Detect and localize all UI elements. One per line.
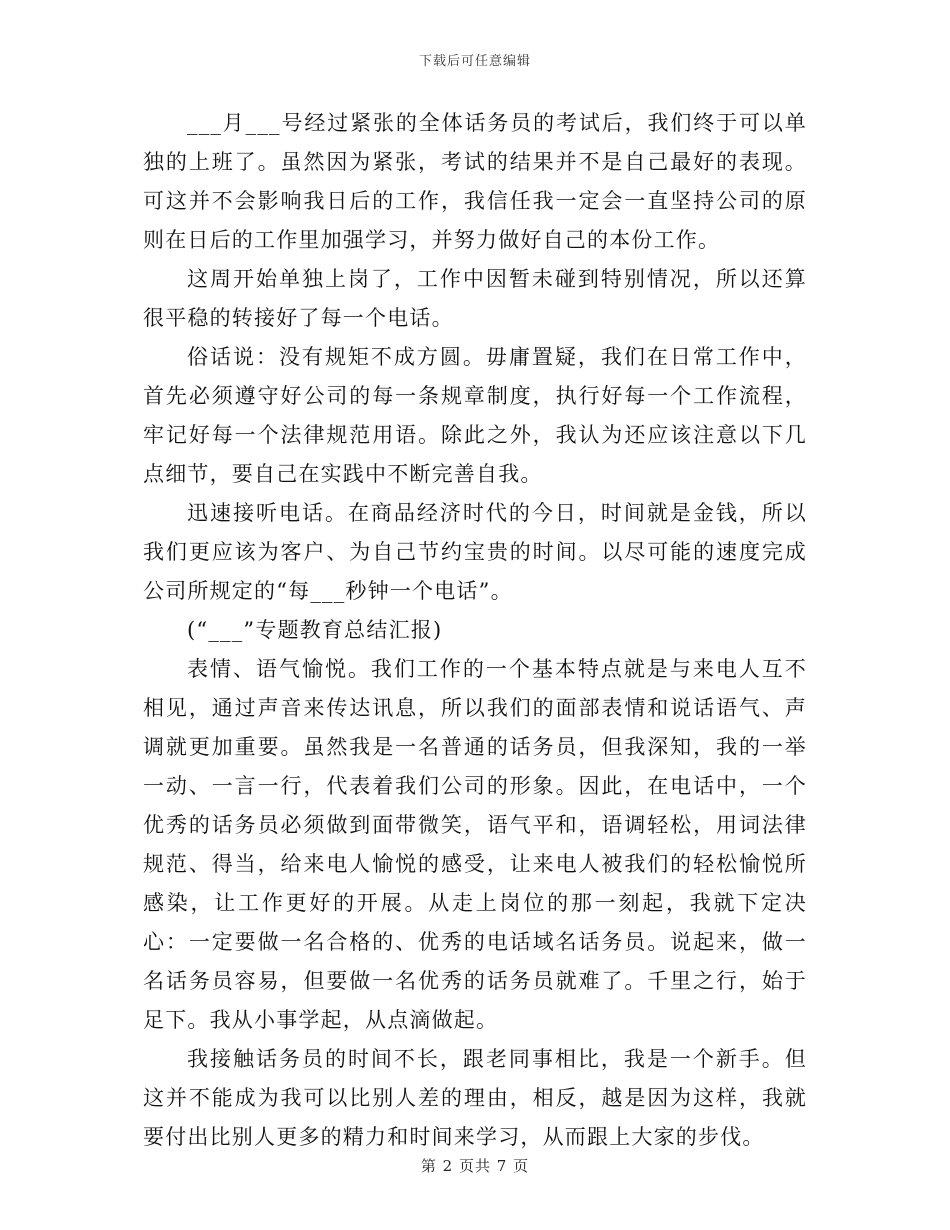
document-body [143,104,807,1157]
paragraph-answer-quickly: 迅速接听电话。在商品经济时代的今日，时间就是金钱，所以我们更应该为客户、为自己节约宝贵的时间。以尽可能的速度完成公司所规定的“每___秒钟一个电话”。 [143,501,807,603]
paragraph-newcomer: 我接触话务员的时间不长，跟老同事相比，我是一个新手。但这并不能成为我可以比别人差的理由，相反，越是因为这样，我就要付出比别人更多的精力和时间来学习，从而跟上大家的步伐。 [143,1047,807,1149]
paragraph-first-week: 这周开始单独上岗了，工作中因暂未碰到特别情况，所以还算很平稳的转接好了每一个电话。 [143,267,807,330]
paragraph-source-note: (“___”专题教育总结汇报) [187,618,443,642]
paragraph-rules: 俗话说：没有规矩不成方圆。毋庸置疑，我们在日常工作中，首先必须遵守好公司的每一条规章制度，执行好每一个工作流程，牢记好每一个法律规范用语。除此之外，我认为还应该注意以下几点细节，要自己在实践中不断完善自我。 [143,345,807,486]
page-header: 下载后可任意编辑 [418,54,531,69]
paragraph-exam-start: ___月___号经过紧张的全体话务员的考试后，我们终于可以单独的上班了。虽然因为紧张，考试的结果并不是自己最好的表现。可这并不会影响我日后的工作，我信任我一定会一直坚持公司的原则在日后的工作里加强学习，并努力做好自己的本份工作。 [143,111,807,252]
page-number-footer: 第 2 页共 7 页 [420,1157,530,1175]
paragraph-tone-pleasant: 表情、语气愉悦。我们工作的一个基本特点就是与来电人互不相见，通过声音来传达讯息，所以我们的面部表情和说话语气、声调就更加重要。虽然我是一名普通的话务员，但我深知，我的一举一动、一言一行，代表着我们公司的形象。因此，在电话中，一个优秀的话务员必须做到面带微笑，语气平和，语调轻松，用词法律规范、得当，给来电人愉悦的感受，让来电人被我们的轻松愉悦所感染，让工作更好的开展。从走上岗位的那一刻起，我就下定决心：一定要做一名合格的、优秀的电话域名话务员。说起来，做一名话务员容易，但要做一名优秀的话务员就难了。千里之行，始于足下。我从小事学起，从点滴做起。 [143,657,807,1032]
